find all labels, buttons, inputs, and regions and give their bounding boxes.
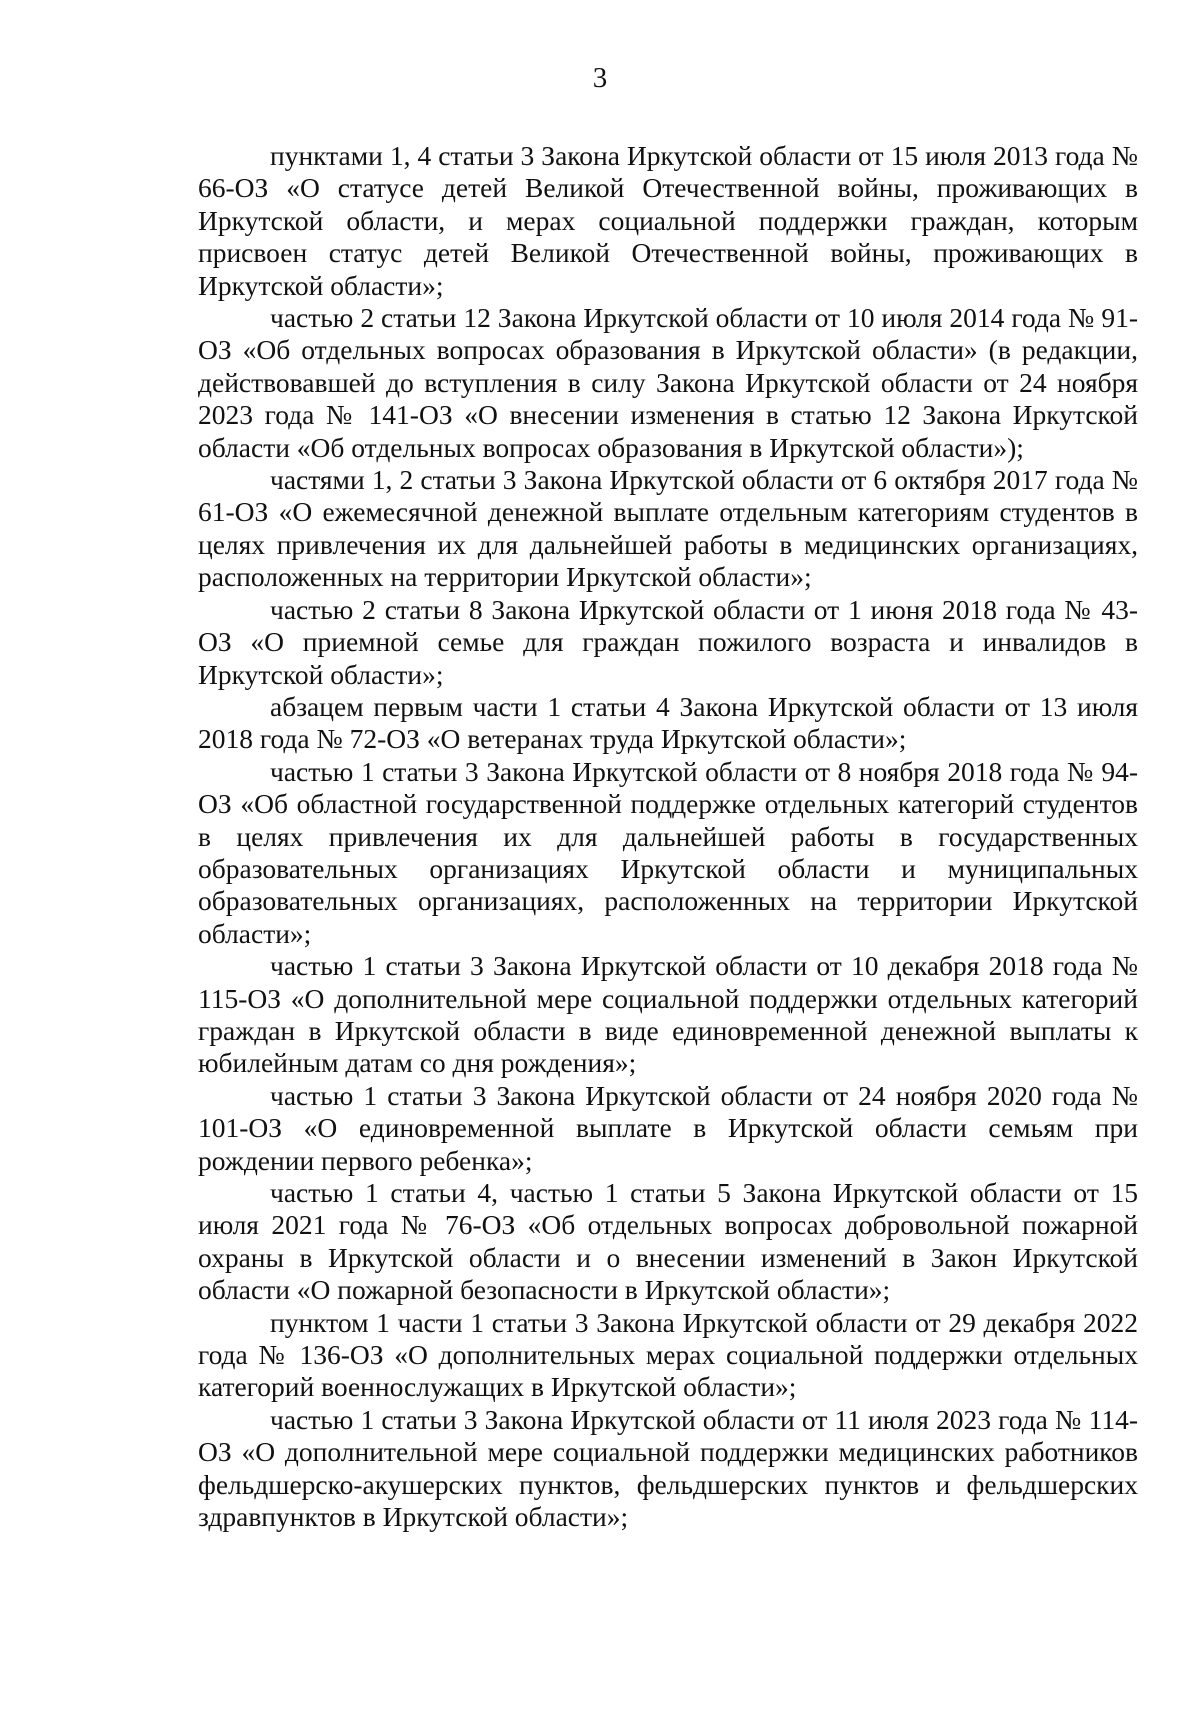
paragraph-2: частью 2 статьи 12 Закона Иркутской области от 10 июля 2014 года № 91-ОЗ «Об отдельных вопросах образования в Иркутской области» (в редакции, действовавшей до вступления в силу Закона Иркутской области от 24 ноября 2023 года № 141-ОЗ «О внесении изменения в статью 12 Закона Иркутской области «Об отдельных вопросах образования в Иркутской области»); bbox=[198, 302, 1138, 463]
paragraph-10: пунктом 1 части 1 статьи 3 Закона Иркутской области от 29 декабря 2022 года № 136-ОЗ «О дополнительных мерах социальной поддержки отдельных категорий военнослужащих в Иркутской области»; bbox=[198, 1306, 1138, 1403]
paragraph-6: частью 1 статьи 3 Закона Иркутской области от 8 ноября 2018 года № 94-ОЗ «Об областной государственной поддержке отдельных категорий студентов в целях привлечения их для дальнейшей работы в государственных образовательных организациях Иркутской области и муниципальных образовательных организациях, расположенных на территории Иркутской области»; bbox=[198, 755, 1138, 949]
paragraph-4: частью 2 статьи 8 Закона Иркутской области от 1 июня 2018 года № 43-ОЗ «О приемной семье для граждан пожилого возраста и инвалидов в Иркутской области»; bbox=[198, 593, 1138, 690]
paragraph-7: частью 1 статьи 3 Закона Иркутской области от 10 декабря 2018 года № 115-ОЗ «О дополнительной мере социальной поддержки отдельных категорий граждан в Иркутской области в виде единовременной денежной выплаты к юбилейным датам со дня рождения»; bbox=[198, 950, 1138, 1079]
paragraph-11: частью 1 статьи 3 Закона Иркутской области от 11 июля 2023 года № 114-ОЗ «О дополнительной мере социальной поддержки медицинских работников фельдшерско-акушерских пунктов, фельдшерских пунктов и фельдшерских здравпунктов в Иркутской области»; bbox=[198, 1403, 1138, 1533]
paragraph-8: частью 1 статьи 3 Закона Иркутской области от 24 ноября 2020 года № 101-ОЗ «О единовременной выплате в Иркутской области семьям при рождении первого ребенка»; bbox=[198, 1079, 1138, 1176]
paragraph-5: абзацем первым части 1 статьи 4 Закона Иркутской области от 13 июля 2018 года № 72-ОЗ «О ветеранах труда Иркутской области»; bbox=[198, 690, 1138, 755]
paragraph-1: пунктами 1, 4 статьи 3 Закона Иркутской области от 15 июля 2013 года № 66-ОЗ «О статусе детей Великой Отечественной войны, проживающих в Иркутской области, и мерах социальной поддержки граждан, которым присвоен статус детей Великой Отечественной войны, проживающих в Иркутской области»; bbox=[198, 140, 1138, 301]
document-body bbox=[198, 140, 1138, 1533]
paragraph-3: частями 1, 2 статьи 3 Закона Иркутской области от 6 октября 2017 года № 61-ОЗ «О ежемесячной денежной выплате отдельным категориям студентов в целях привлечения их для дальнейшей работы в медицинских организациях, расположенных на территории Иркутской области»; bbox=[198, 464, 1138, 593]
paragraph-9: частью 1 статьи 4, частью 1 статьи 5 Закона Иркутской области от 15 июля 2021 года № 76-ОЗ «Об отдельных вопросах добровольной пожарной охраны в Иркутской области и о внесении изменений в Закон Иркутской области «О пожарной безопасности в Иркутской области»; bbox=[198, 1177, 1138, 1306]
page-number: 3 bbox=[592, 62, 608, 94]
